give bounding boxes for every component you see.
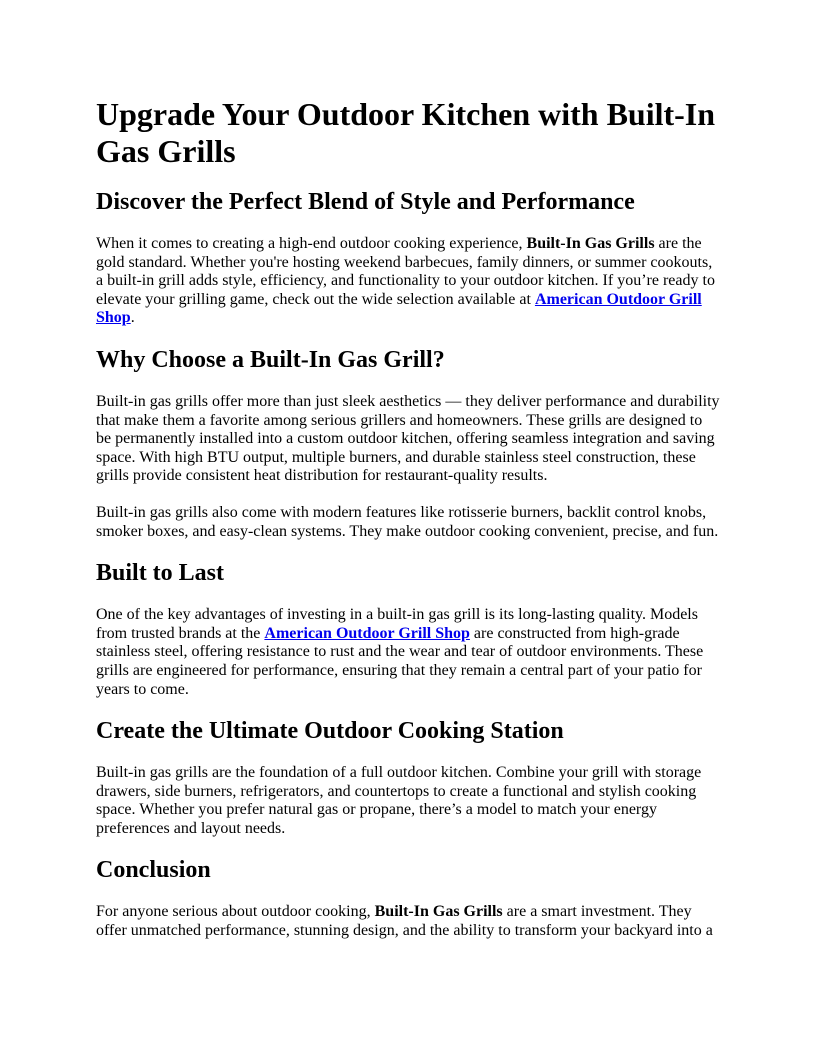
built-heading: Built to Last [96,560,225,587]
built-paragraph [96,606,721,699]
create-paragraph: Built-in gas grills are the foundation of a full outdoor kitchen. Combine your grill with storage drawers, side burners, refrigerators, and countertops to create a functional and stylish cooking space. Whether you prefer natural gas or propane, there’s a model to match your energy preferences and layout needs. [96,764,702,837]
why-heading: Why Choose a Built-In Gas Grill? [96,346,445,373]
american-outdoor-grill-shop-link-2[interactable]: American Outdoor Grill Shop [264,624,470,642]
conclusion-text-2: are a smart investment. They offer unmatched performance, stunning design, and the ability to transform your backyard into a [96,903,713,940]
american-outdoor-grill-shop-link[interactable]: American Outdoor Grill Shop [96,290,702,327]
why-paragraph-2: Built-in gas grills also come with modern features like rotisserie burners, backlit control knobs, smoker boxes, and easy-clean systems. They make outdoor cooking convenient, precise, and fun. [96,503,719,540]
page-title: Upgrade Your Outdoor Kitchen with Built-In Gas Grills [96,96,716,169]
intro-text-3: . [130,309,135,327]
why-paragraph-1: Built-in gas grills offer more than just sleek aesthetics — they deliver performance and durability that make them a favorite among serious grillers and homeowners. These grills are designed to be permanently installed into a custom outdoor kitchen, offering seamless integration and saving space. With high BTU output, multiple burners, and durable stainless steel construction, these grills provide consistent heat distribution for restaurant-quality results. [96,392,720,485]
built-text-1: One of the key advantages of investing in a built-in gas grill is its long-lasting quality. Models from trusted brands at the [96,606,698,642]
intro-paragraph [96,235,721,328]
document-page [96,96,721,959]
conclusion-bold-term: Built-In Gas Grills [374,903,503,921]
create-heading: Create the Ultimate Outdoor Cooking Station [96,718,564,745]
intro-heading: Discover the Perfect Blend of Style and Performance [96,189,635,215]
conclusion-heading: Conclusion [96,857,211,884]
intro-bold-term: Built-In Gas Grills [526,235,655,252]
intro-text-1: When it comes to creating a high-end outdoor cooking experience, [96,235,527,252]
intro-text-2: are the gold standard. Whether you're hosting weekend barbecues, family dinners, or summer cookouts, a built-in grill adds style, efficiency, and functionality to your outdoor kitchen. If you’re ready to elevate your grilling game, check out the wide selection available at [96,235,715,308]
built-text-2: are constructed from high-grade stainless steel, offering resistance to rust and the wear and tear of outdoor environments. These grills are engineered for performance, ensuring that they remain a central part of your patio for years to come. [96,624,704,698]
conclusion-text-1: For anyone serious about outdoor cooking, [96,903,375,921]
conclusion-paragraph [96,903,721,940]
